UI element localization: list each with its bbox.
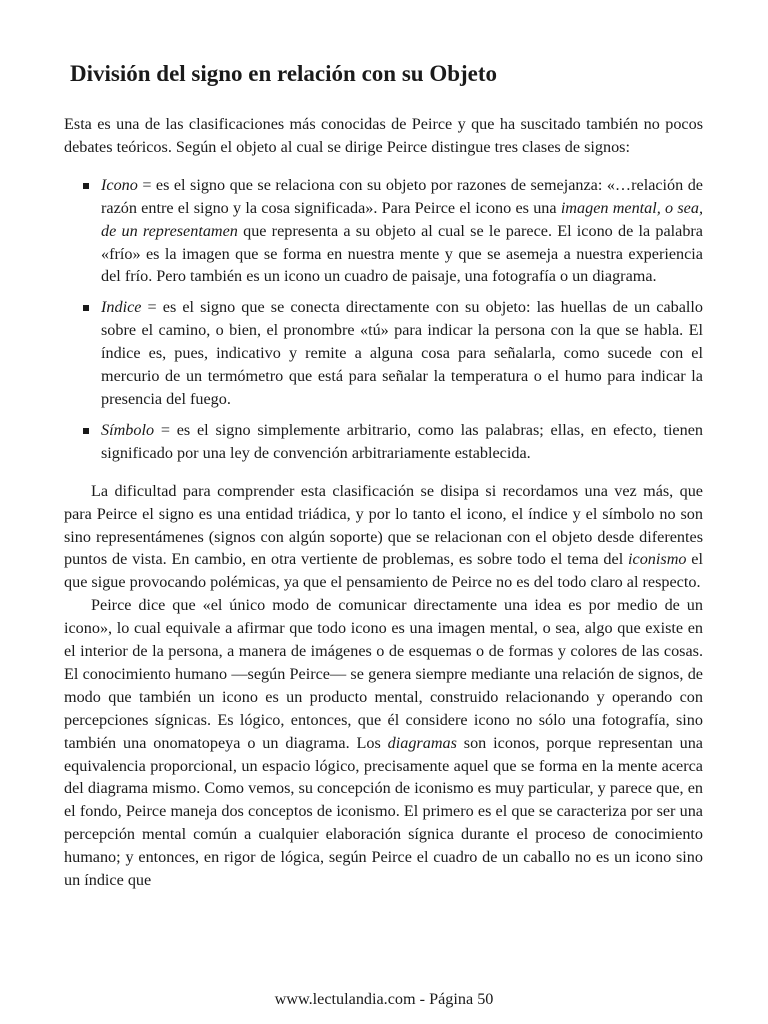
paragraph-text: Peirce dice que «el único modo de comunicar directamente una idea es por medio de un icono», lo cual equivale a afirmar que todo icono es una imagen mental, o sea, algo que existe en el interior de la persona, a manera de imágenes o de esquemas o de formas y colores de las cosas. El conocimiento humano —según Peirce— se genera siempre mediante una relación de signos, de modo que también un icono es un producto mental, construido relacionando y operando con percepciones sígnicas. Es lógico, entonces, que él considere icono no sólo una fotografía, sino también una onomatopeya o un diagrama. Los xyxy=(64,596,703,752)
footer-site: www.lectulandia.com xyxy=(274,990,416,1008)
list-item-icono xyxy=(64,174,703,289)
paragraph-text: el que sigue provocando polémicas, ya que el pensamiento de Peirce no es del todo claro al respecto. xyxy=(64,550,703,592)
page-number: Página 50 xyxy=(429,990,494,1008)
iconismo-emphasis: iconismo xyxy=(628,550,687,569)
diagramas-emphasis: diagramas xyxy=(387,733,457,752)
paragraph-text: La dificultad para comprender esta clasificación se disipa si recordamos una vez más, que para Peirce el signo es una entidad triádica, y por lo tanto el icono, el índice y el símbolo no son sino representámenes (signos con algún soporte) que se relacionan con el objeto desde diferentes puntos de vista. En cambio, en otra vertiente de problemas, es sobre todo el tema del xyxy=(64,481,703,569)
paragraph-text: son iconos, porque representan una equivalencia proporcional, un espacio lógico, precisamente aquel que se forma en la mente acerca del diagrama mismo. Como vemos, su concepción de iconismo es muy particular, y parece que, en el fondo, Peirce maneja dos conceptos de iconismo. El primero es el que se caracteriza por ser una percepción mental común a cualquier elaboración sígnica durante el proceso de conocimiento humano; y entonces, en rigor de lógica, según Peirce el cuadro de un caballo no es un icono sino un índice que xyxy=(64,733,703,890)
term-icono: Icono xyxy=(101,175,138,194)
square-bullet-icon xyxy=(83,305,89,311)
intro-paragraph: Esta es una de las clasificaciones más conocidas de Peirce y que ha suscitado también no pocos debates teóricos. Según el objeto al cual se dirige Peirce distingue tres clases de signos: xyxy=(64,115,703,156)
paragraph-dificultad xyxy=(64,480,703,595)
paragraph-peirce-dice xyxy=(64,594,703,892)
list-item-simbolo xyxy=(64,419,703,465)
sign-types-list xyxy=(64,174,703,465)
icono-definition: = es el signo que se relaciona con su objeto por razones de semejanza: «…relación de razón entre el signo y la cosa significada». Para Peirce el icono es una xyxy=(101,175,703,217)
footer-separator: - xyxy=(415,990,430,1008)
body-text xyxy=(64,113,703,892)
page-title: División del signo en relación con su Objeto xyxy=(70,61,498,86)
list-item-indice xyxy=(64,296,703,411)
icono-definition-cont: que representa a su objeto al cual se le parece. El icono de la palabra «frío» es la imagen que se forma en nuestra mente y que se asemeja a nuestra experiencia del frío. Pero también es un icono un cuadro de paisaje, una fotografía o un diagrama. xyxy=(101,221,703,286)
square-bullet-icon xyxy=(83,183,89,189)
indice-definition: = es el signo que se conecta directamente con su objeto: las huellas de un caballo sobre el camino, o bien, el pronombre «tú» para indicar la persona con la que se habla. El índice es, pues, indicativo y remite a alguna cosa para señalarla, como sucede con el mercurio de un termómetro que está para señalar la temperatura o el humo para indicar la presencia del fuego. xyxy=(101,298,703,408)
icono-emphasis: imagen mental, o sea, de un representamen xyxy=(101,198,704,240)
page-footer xyxy=(0,988,768,1010)
term-simbolo: Símbolo xyxy=(101,420,155,439)
simbolo-definition: = es el signo simplemente arbitrario, como las palabras; ellas, en efecto, tienen significado por una ley de convención arbitrariamente establecida. xyxy=(101,420,703,462)
square-bullet-icon xyxy=(83,428,89,434)
term-indice: Indice xyxy=(101,298,142,317)
